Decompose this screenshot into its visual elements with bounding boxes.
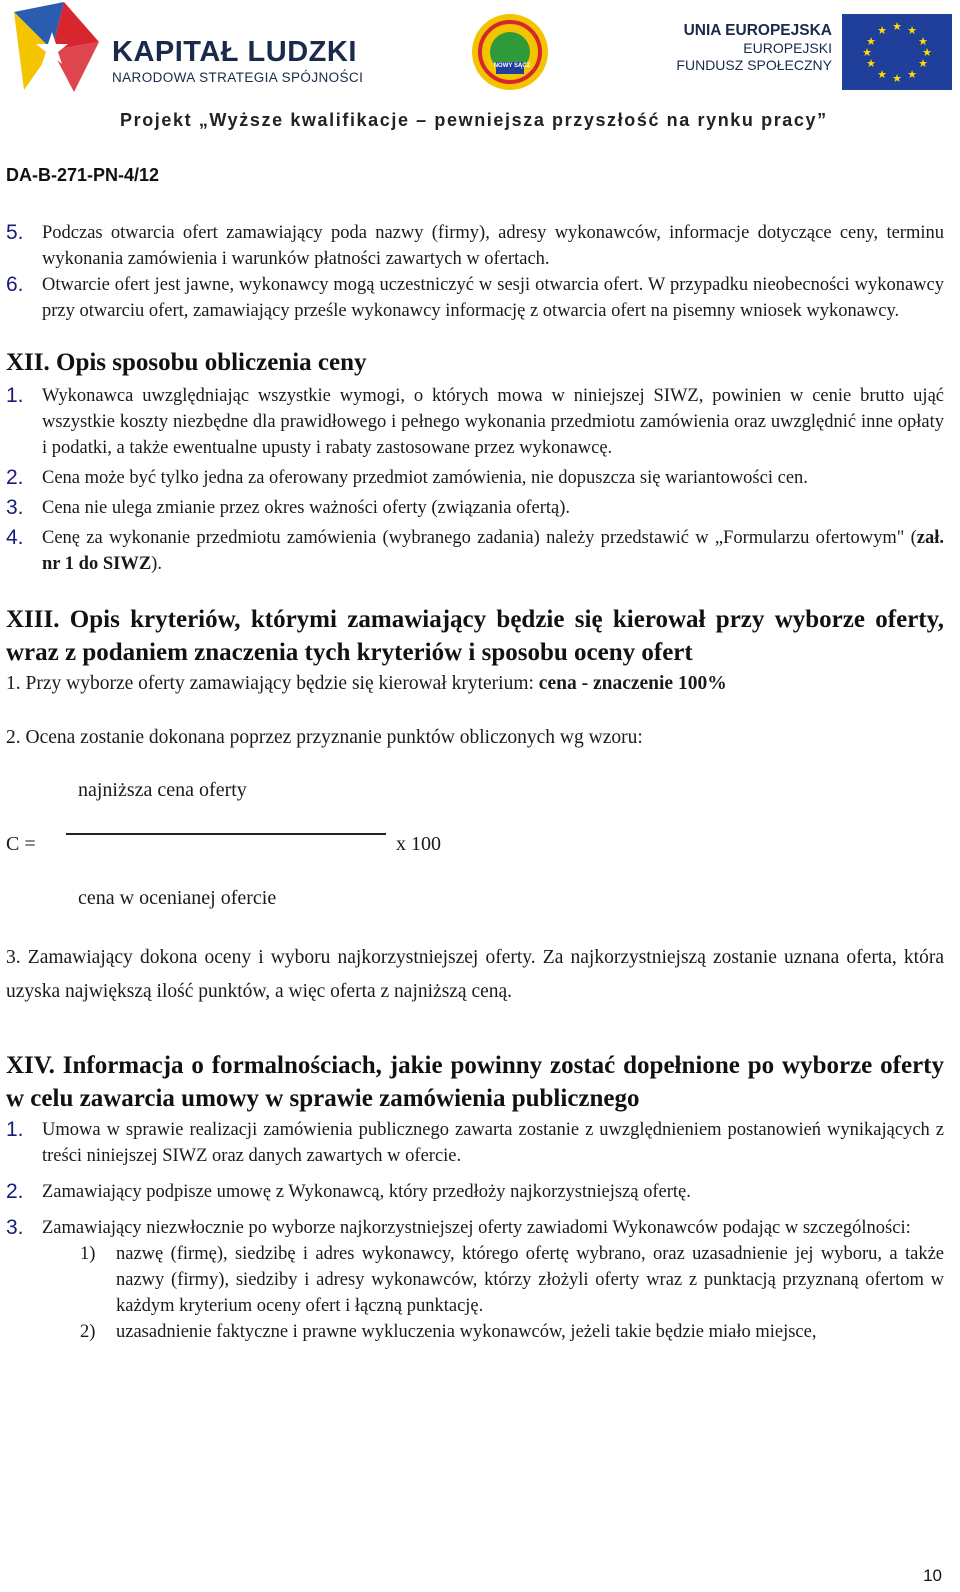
formula-multiplier: x 100: [396, 833, 441, 855]
item-text: [42, 525, 944, 577]
item-number: 2.: [6, 466, 24, 489]
list-item: [6, 383, 944, 461]
project-title: Projekt „Wyższe kwalifikacje – pewniejsza przyszłość na rynku pracy”: [120, 110, 828, 130]
formula-denominator: cena w ocenianej ofercie: [78, 887, 277, 909]
subitem-number: 1): [80, 1244, 96, 1264]
svg-text:★: ★: [918, 35, 928, 48]
paragraph-bold: cena - znaczenie 100%: [538, 673, 727, 694]
kapital-ludzki-title: KAPITAŁ LUDZKI: [112, 36, 357, 68]
item-text-part: ).: [151, 554, 162, 574]
item-number: 2.: [6, 1180, 24, 1203]
list-item: [6, 1179, 944, 1205]
sub-list-item: [80, 1241, 944, 1319]
subitem-text: uzasadnienie faktyczne i prawne wykluczenia wykonawców, jeżeli takie będzie miało miejsce,: [116, 1322, 817, 1342]
svg-text:★: ★: [877, 68, 887, 81]
svg-text:★: ★: [892, 72, 902, 85]
svg-text:★: ★: [918, 57, 928, 70]
regional-center-logo: [470, 12, 550, 92]
list-item: [6, 465, 944, 491]
item-text: Otwarcie ofert jest jawne, wykonawcy mogą uczestniczyć w sesji otwarcia ofert. W przypadku nieobecności wykonawcy przy otwarciu ofert, zamawiający prześle wykonawcy informację z otwarcia ofert na pisemny wniosek wykonawcy.: [42, 275, 944, 321]
eu-fund-line2: FUNDUSZ SPOŁECZNY: [676, 57, 832, 73]
eu-title: UNIA EUROPEJSKA: [683, 22, 832, 39]
item-number: 6.: [6, 273, 24, 296]
document-body: [6, 220, 944, 1345]
item-text: Wykonawca uwzględniając wszystkie wymogi, o których mowa w niniejszej SIWZ, powinien w cenie brutto ująć wszystkie koszty niezbędne dla prawidłowego i pełnego wykonania przedmiotu zamówienia oraz uwzględnić inne opłaty i podatki, a także ewentualne upusty i rabaty zastosowane przez wykonawcę.: [42, 386, 944, 458]
item-number: 1.: [6, 1118, 24, 1141]
kapital-ludzki-subtitle: NARODOWA STRATEGIA SPÓJNOŚCI: [112, 70, 364, 85]
kapital-ludzki-logo: [4, 2, 364, 94]
formula-numerator: najniższa cena oferty: [78, 779, 247, 801]
eu-logo-text: [672, 22, 832, 74]
eu-fund-line1: EUROPEJSKI: [743, 40, 832, 56]
list-item: [6, 495, 944, 521]
list-item: [6, 220, 944, 272]
regional-center-label: NOWY SĄCZ: [493, 63, 531, 69]
document-code: DA-B-271-PN-4/12: [6, 165, 160, 185]
svg-text:★: ★: [877, 24, 887, 37]
item-text-part: Cenę za wykonanie przedmiotu zamówienia (wybranego zadania) należy przedstawić w „Formularzu ofertowym" (: [42, 528, 917, 548]
item-number: 4.: [6, 526, 24, 549]
kapital-ludzki-emblem-icon: [4, 2, 104, 94]
list-item: [6, 1215, 944, 1241]
eu-flag-icon: [842, 14, 952, 90]
formula-lhs: C =: [6, 833, 36, 855]
section-heading-xiii: XIII. Opis kryteriów, którymi zamawiający będzie się kierował przy wyborze oferty, wraz z podaniem znaczenia tych kryteriów i sposobu oceny ofert: [6, 606, 944, 666]
item-text: Cena nie ulega zmianie przez okres ważności oferty (związania ofertą).: [42, 498, 570, 518]
item-text: Zamawiający niezwłocznie po wyborze najkorzystniejszej oferty zawiadomi Wykonawców podając w szczególności:: [42, 1218, 911, 1238]
svg-text:★: ★: [892, 20, 902, 33]
svg-text:★: ★: [866, 57, 876, 70]
paragraph: 2. Ocena zostanie dokonana poprzez przyznanie punktów obliczonych wg wzoru:: [6, 727, 643, 748]
item-number: 5.: [6, 221, 24, 244]
svg-text:★: ★: [907, 24, 917, 37]
sub-list-item: [80, 1319, 944, 1345]
page-header: [0, 0, 960, 100]
svg-text:★: ★: [866, 35, 876, 48]
formula-fraction-bar: [66, 833, 386, 835]
regional-center-emblem-icon: [470, 12, 550, 92]
list-item: [6, 525, 944, 577]
svg-text:★: ★: [907, 68, 917, 81]
paragraph-text: 1. Przy wyborze oferty zamawiający będzie się kierował kryterium:: [6, 673, 539, 694]
item-number: 3.: [6, 1216, 24, 1239]
subitem-number: 2): [80, 1322, 96, 1342]
paragraph: 3. Zamawiający dokona oceny i wyboru najkorzystniejszej oferty. Za najkorzystniejszą zostanie uznana oferta, która uzyska największą ilość punktów, a więc oferta z najniższą ceną.: [6, 947, 944, 1002]
item-number: 3.: [6, 496, 24, 519]
item-text-bold: zał. nr 1 do SIWZ: [42, 528, 944, 574]
section-heading-xii: XII. Opis sposobu obliczenia ceny: [6, 349, 367, 376]
list-item: [6, 272, 944, 324]
item-text: Podczas otwarcia ofert zamawiający poda nazwy (firmy), adresy wykonawców, informacje dotyczące ceny, terminu wykonania zamówienia i warunków płatności zawartych w ofertach.: [42, 223, 944, 269]
item-text: Zamawiający podpisze umowę z Wykonawcą, który przedłoży najkorzystniejszą ofertę.: [42, 1182, 691, 1202]
subitem-text: nazwę (firmę), siedzibę i adres wykonawcy, którego ofertę wybrano, oraz uzasadnienie jej wyboru, a także nazwy (firmy), siedziby i adresy wykonawców, którzy złożyli oferty wraz z punktacją przyznaną ofertom w każdym kryterium oceny ofert i łączną punktację.: [116, 1244, 944, 1316]
item-text: Umowa w sprawie realizacji zamówienia publicznego zawarta zostanie z uwzględnieniem postanowień wynikających z treści niniejszej SIWZ oraz danych zawartych w ofercie.: [42, 1120, 944, 1166]
svg-text:★: ★: [922, 46, 932, 59]
list-item: [6, 1117, 944, 1169]
section-heading-xiv: XIV. Informacja o formalnościach, jakie powinny zostać dopełnione po wyborze oferty w celu zawarcia umowy w sprawie zamówienia publicznego: [6, 1052, 944, 1112]
paragraph: [6, 669, 944, 699]
score-formula: [6, 777, 944, 927]
item-text: Cena może być tylko jedna za oferowany przedmiot zamówienia, nie dopuszcza się wariantowości cen.: [42, 468, 808, 488]
item-number: 1.: [6, 384, 24, 407]
svg-text:★: ★: [862, 46, 872, 59]
page-number: 10: [923, 1566, 942, 1585]
